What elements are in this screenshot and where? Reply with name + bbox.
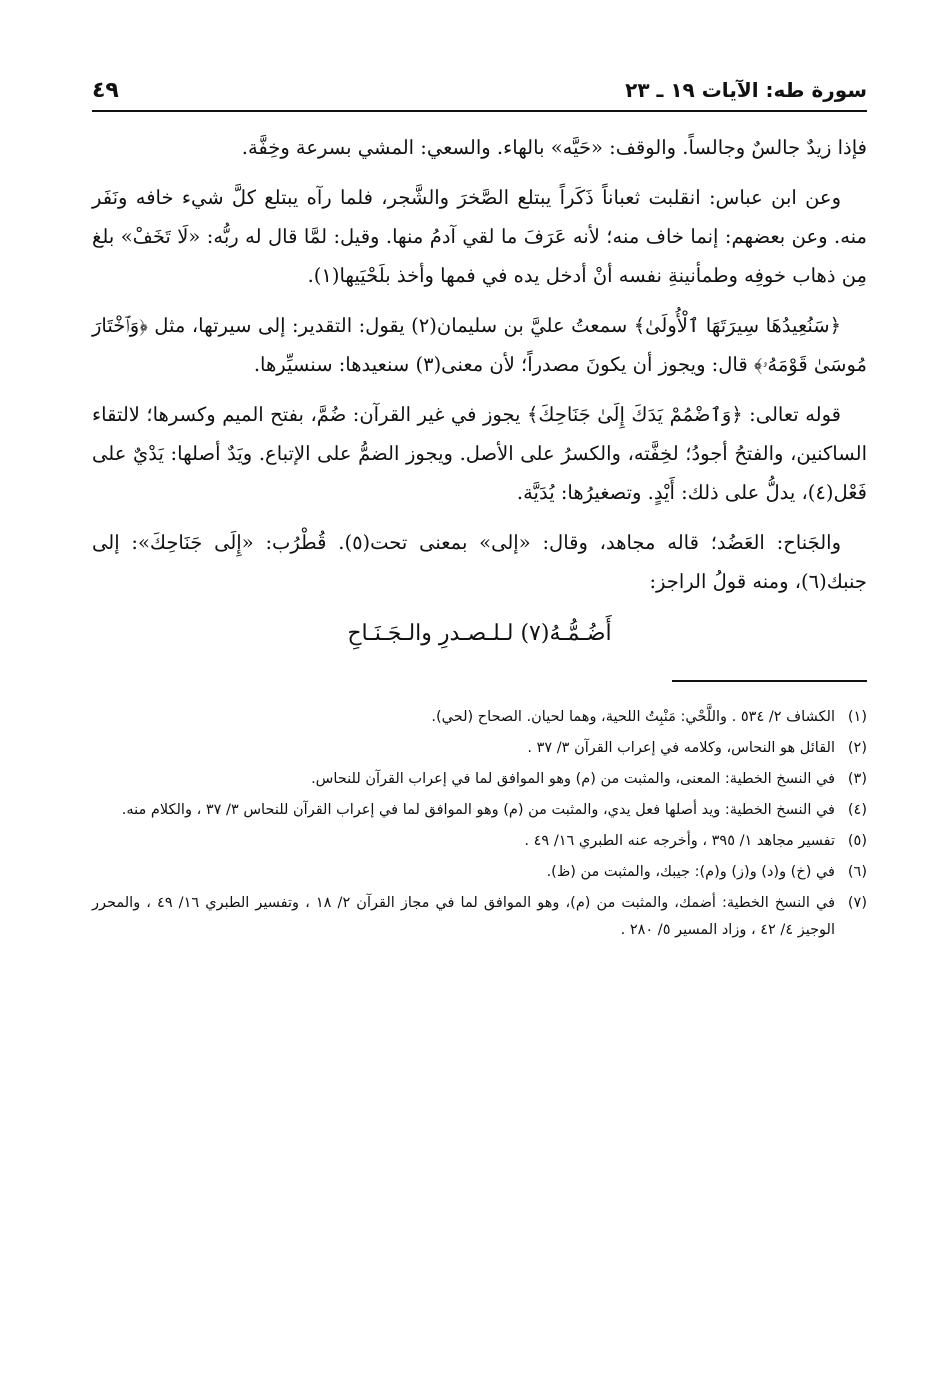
footnote (92, 828, 867, 855)
footnote-number: (٦) (847, 864, 867, 880)
footnote-text: القائل هو النحاس، وكلامه في إعراب القرآن ٣/ ٣٧ . (527, 740, 835, 756)
footnote-number: (٧) (847, 895, 867, 911)
footnote (92, 797, 867, 824)
footnote-text: في (خ) و(د) و(ز) و(م): جيبك، والمثبت من (ظ). (546, 864, 835, 880)
footnotes (92, 704, 867, 944)
footnote (92, 859, 867, 886)
footnote-number: (٥) (847, 833, 867, 849)
footnote-text: تفسير مجاهد ١/ ٣٩٥ ، وأخرجه عنه الطبري ١٦/ ٤٩ . (524, 833, 835, 849)
paragraph: ﴿سَنُعِيدُهَا سِيرَتَهَا ٱلْأُولَىٰ﴾ سمعتُ عليَّ بن سليمان(٢) يقول: التقدير: إلى سيرتها، مثل ﴿وَٱخْتَارَ مُوسَىٰ قَوْمَهُۥ﴾ قال: ويجوز أن يكونَ مصدراً؛ لأن معنى(٣) سنعيدها: سنسيِّرها. (92, 314, 867, 376)
main-text (92, 128, 867, 656)
paragraph: والجَناح: العَضُد؛ قاله مجاهد، وقال: «إلى» بمعنى تحت(٥). قُطْرُب: «إِلَى جَنَاحِكَ»: إلى جنبك(٦)، ومنه قولُ الراجز: (92, 531, 867, 593)
paragraph: قوله تعالى: ﴿وَٱضْمُمْ يَدَكَ إِلَىٰ جَنَاحِكَ﴾ يجوز في غير القرآن: ضُمَّ، بفتح الميم وكسرها؛ لالتقاء الساكنين، والفتحُ أجودُ؛ لخِفَّته، والكسرُ على الأصل. ويجوز الضمُّ على الإتباع. ويَدٌ أصلها: يَدْيٌ على فَعْل(٤)، يدلُّ على ذلك: أَيْدٍ. وتصغيرُها: يُدَيَّة. (92, 403, 867, 504)
footnote (92, 704, 867, 731)
footnote-text: في النسخ الخطية: المعنى، والمثبت من (م) وهو الموافق لما في إعراب القرآن للنحاس. (311, 771, 835, 787)
footnote-separator (672, 680, 867, 682)
footnote-text: في النسخ الخطية: ويد أصلها فعل يدي، والمثبت من (م) وهو الموافق لما في إعراب القرآن للنحاس ٣/ ٣٧ ، والكلام منه. (121, 802, 835, 818)
poetry-verse: أَضُـمُّـهُ(٧) لـلـصـدرِ والـجَـنَـاحِ (347, 621, 612, 646)
footnote-number: (١) (847, 709, 867, 725)
footnote (92, 890, 867, 944)
footnote-number: (٢) (847, 740, 867, 756)
book-page (92, 70, 867, 1370)
footnote (92, 735, 867, 762)
running-title: سورة طه: الآيات ١٩ ـ ٢٣ (625, 78, 867, 102)
footnote-text: الكشاف ٢/ ٥٣٤ . واللَّحْي: مَنْبِتُ اللحية، وهما لحيان. الصحاح (لحي). (431, 709, 835, 725)
running-header (92, 70, 867, 112)
footnote-number: (٣) (847, 771, 867, 787)
page-number: ٤٩ (92, 78, 119, 103)
footnote-number: (٤) (847, 802, 867, 818)
paragraph: فإذا زيدٌ جالسٌ وجالساً. والوقف: «حَيَّه» بالهاء. والسعي: المشي بسرعة وخِفَّة. (241, 136, 867, 159)
footnote-text: في النسخ الخطية: أضمك، والمثبت من (م)، وهو الموافق لما في مجاز القرآن ٢/ ١٨ ، وتفسير الطبري ١٦/ ٤٩ ، والمحرر الوجيز ٤/ ٤٢ ، وزاد المسير ٥/ ٢٨٠ . (92, 895, 836, 938)
footnote (92, 766, 867, 793)
paragraph: وعن ابن عباس: انقلبت ثعباناً ذَكَراً يبتلع الصَّخرَ والشَّجر، فلما رآه يبتلع كلَّ شيء خافه ونَفَر منه. وعن بعضهم: إنما خاف منه؛ لأنه عَرَفَ ما لقي آدمُ منها. وقيل: لمَّا قال له ربُّه: «لَا تَخَفْ» بلغ مِن ذهاب خوفِه وطمأنينةِ نفسه أنْ أدخل يده في فمها وأخذ بلَحْيَيها(١). (92, 186, 867, 287)
